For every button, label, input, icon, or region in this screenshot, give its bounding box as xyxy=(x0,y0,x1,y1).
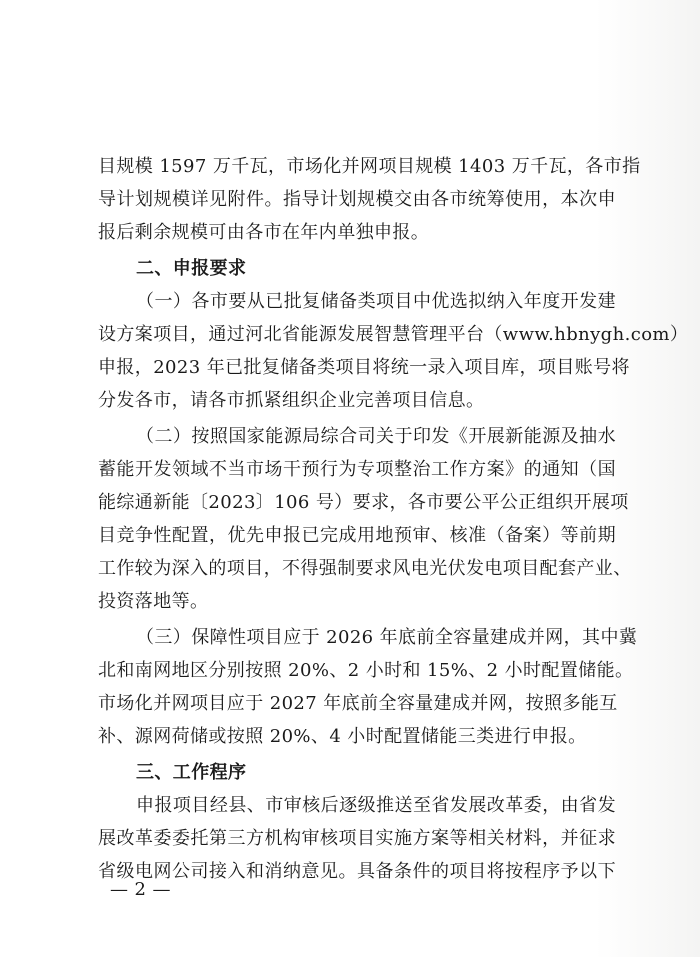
body-text-line: 蓄能开发领域不当市场干预行为专项整治工作方案》的通知（国 xyxy=(98,459,616,480)
body-text-line: 申报，2023 年已批复储备类项目将统一录入项目库，项目账号将 xyxy=(98,357,630,378)
body-text-line: 市场化并网项目应于 2027 年底前全容量建成并网，按照多能互 xyxy=(98,693,618,714)
page-number: — 2 — xyxy=(110,879,171,900)
body-text-line: 分发各市，请各市抓紧组织企业完善项目信息。 xyxy=(98,390,485,411)
body-text-line: 展改革委委托第三方机构审核项目实施方案等相关材料，并征求 xyxy=(98,828,616,849)
body-text-line: 目竞争性配置，优先申报已完成用地预审、核准（备案）等前期 xyxy=(98,525,616,546)
body-text-line: 报后剩余规模可由各市在年内单独申报。 xyxy=(98,222,430,243)
body-text-line: 投资落地等。 xyxy=(98,591,209,612)
body-text-line: 设方案项目，通过河北省能源发展智慧管理平台（www.hbnygh.com） xyxy=(98,324,689,345)
body-text-line: 补、源网荷储或按照 20%、4 小时配置储能三类进行申报。 xyxy=(98,726,587,747)
body-text-line: （二）按照国家能源局综合司关于印发《开展新能源及抽水 xyxy=(136,426,616,447)
body-text-line: 工作较为深入的项目，不得强制要求风电光伏发电项目配套产业、 xyxy=(98,558,632,579)
body-text-line: 导计划规模详见附件。指导计划规模交由各市统筹使用，本次申 xyxy=(98,189,616,210)
body-text-line: 能综通新能〔2023〕106 号）要求，各市要公平公正组织开展项 xyxy=(98,492,629,513)
section-heading: 三、工作程序 xyxy=(136,762,247,783)
body-text-line: （一）各市要从已批复储备类项目中优选拟纳入年度开发建 xyxy=(136,291,616,312)
section-heading: 二、申报要求 xyxy=(136,258,247,279)
body-text-line: 申报项目经县、市审核后逐级推送至省发展改革委，由省发 xyxy=(136,795,616,816)
body-text-line: 北和南网地区分别按照 20%、2 小时和 15%、2 小时配置储能。 xyxy=(98,660,634,681)
body-text-line: （三）保障性项目应于 2026 年底前全容量建成并网，其中冀 xyxy=(136,627,638,648)
body-text-line: 省级电网公司接入和消纳意见。具备条件的项目将按程序予以下 xyxy=(98,861,616,882)
body-text-line: 目规模 1597 万千瓦，市场化并网项目规模 1403 万千瓦，各市指 xyxy=(98,156,641,177)
document-body xyxy=(98,150,689,888)
